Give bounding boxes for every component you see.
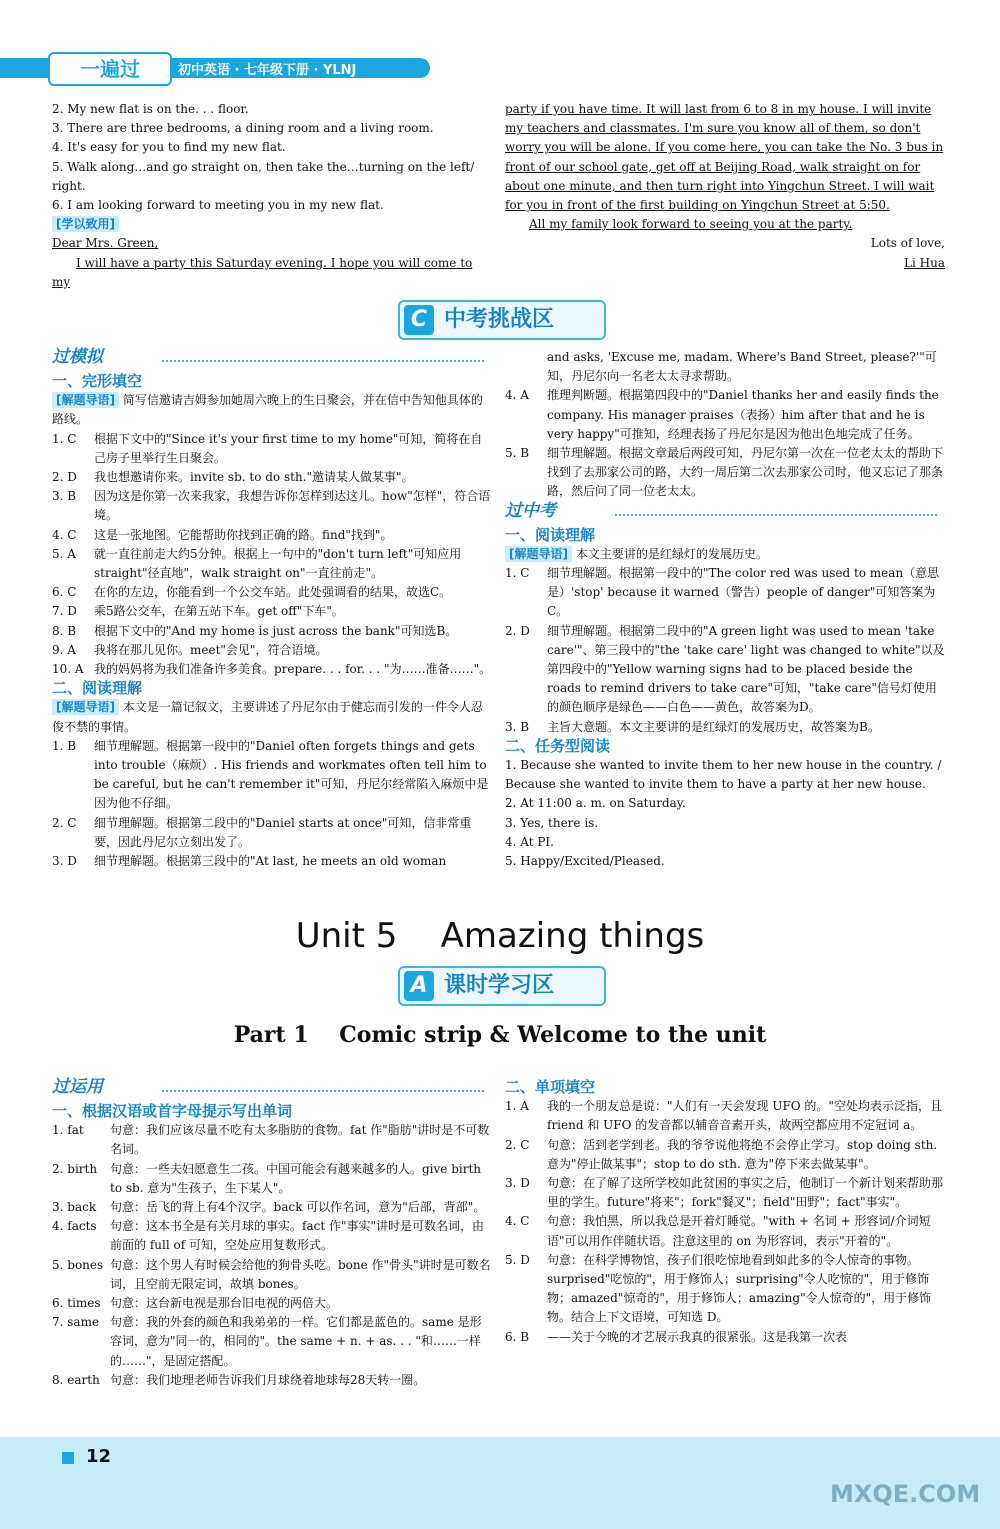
header-subtitle: 初中英语 · 七年级下册 · YLNJ (178, 63, 357, 78)
subsection-title: 二、单项填空 (505, 1078, 596, 1096)
bottom-right-column (505, 1078, 945, 1347)
subsection-title: 一、根据汉语或首字母提示写出单词 (52, 1102, 293, 1120)
top-right-column (505, 100, 945, 273)
page-number: 12 (86, 1446, 112, 1467)
bottom-left-column (52, 1078, 492, 1390)
middle-right-column (505, 348, 945, 871)
guide-text: 本文主要讲的是红绿灯的发展历史。 (575, 546, 768, 561)
list-item: 10. A 我的妈妈将为我们准备许多美食。prepare. . . for. . . "为……准备……"。 (52, 662, 492, 677)
list-item: 4. C 这是一张地图。它能帮助你找到正确的路。find"找到"。 (52, 527, 393, 542)
list-item: 3. B 主旨大意题。本文主要讲的是红绿灯的发展历史，故答案为B。 (505, 719, 880, 734)
letter-signature: Li Hua (904, 255, 945, 270)
list-item: 3. B 因为这是你第一次来我家，我想告诉你怎样到达这儿。how"怎样"，符合语境。 (52, 489, 491, 523)
list-item: 4. C 句意：我怕黑，所以我总是开着灯睡觉。"with + 名词 + 形容词/介词短语"可以用作伴随状语。注意这里的 on 为形容词，表示"开着的"。 (505, 1214, 931, 1248)
list-item: 2. D 我也想邀请你来。invite sb. to do sth."邀请某人做某事"。 (52, 470, 414, 485)
list-item: 1. C 细节理解题。根据第一段中的"The color red was used to mean（意思是）'stop' because it warned（警告）people of danger"可知答案为C。 (505, 566, 940, 619)
list-item: 1. B 细节理解题。根据第一段中的"Daniel often forgets things and gets into trouble（麻烦）. His friends and workmates often tell him to be careful, but he can't remember it"可知，丹尼尔经常陷入麻烦中是因为他不仔细。 (52, 738, 489, 811)
letter-body: party if you have time. It will last from 6 to 8 in my house. I will invite my teachers and classmates. I'm sure you know all of them, so don't worry you will be alone. If you come here, you can take the No. 3 bus in front of our school gate, get off at Beijing Road, walk straight on for about one minute, and then turn right into Yingchun Street. I will wait for you in front of the first building on Yingchun Street at 5:50. (505, 102, 944, 213)
section-title: 过中考 (505, 500, 556, 521)
banner-letter: C (404, 305, 434, 335)
list-item: 1. fat 句意：我们应该尽量不吃有太多脂肪的食物。fat 作"脂肪"讲时是不可数名词。 (52, 1123, 490, 1157)
list-item: 2. birth 句意：一些夫妇愿意生二孩。中国可能会有越来越多的人。give birth to sb. 意为"生孩子，生下某人"。 (52, 1161, 482, 1195)
brand-logo: 一遍过 (48, 52, 172, 86)
list-item: 2. C 细节理解题。根据第二段中的"Daniel starts at once"可知，信非常重要，因此丹尼尔立刻出发了。 (52, 815, 472, 849)
letter-closing: Lots of love, (870, 236, 945, 251)
answer-line: 3. Yes, there is. (505, 815, 599, 830)
list-item: 7. D 乘5路公交车，在第五站下车。get off"下车"。 (52, 604, 344, 619)
subsection-title: 二、阅读理解 (52, 679, 143, 698)
list-item: 5. D 句意：在科学博物馆，孩子们很吃惊地看到如此多的令人惊奇的事物。surprised"吃惊的"，用于修饰人；surprising"令人吃惊的"，用于修饰物；amazed"惊奇的"，用于修饰人；amazing"令人惊奇的"，用于修饰物。结合上下文语境，可知选 D。 (505, 1252, 932, 1325)
guide-text: 本文是一篇记叙文，主要讲述了丹尼尔由于健忘而引发的一件令人忍俊不禁的事情。 (52, 700, 483, 734)
section-banner-a (398, 966, 606, 1006)
part-title: Part 1 Comic strip & Welcome to the unit (233, 1022, 767, 1048)
subsection-title: 一、阅读理解 (505, 525, 596, 544)
list-item: 4. A 推理判断题。根据第四段中的"Daniel thanks her and easily finds the company. His manager praises（表扬）him after that and he is very happy"可推知，经理表扬了丹尼尔是因为他出色地完成了任务。 (505, 388, 939, 441)
banner-title: 中考挑战区 (444, 307, 555, 332)
list-item: 6. times 句意：这台新电视是那台旧电视的两倍大。 (52, 1296, 339, 1311)
subsection-title: 一、完形填空 (52, 372, 143, 390)
section-title: 过运用 (52, 1077, 103, 1097)
top-left-column (52, 100, 492, 292)
list-item: 2. C 句意：活到老学到老。我的爷爷说他将绝不会停止学习。stop doing sth. 意为"停止做某事"；stop to do sth. 意为"停下来去做某事"。 (505, 1137, 938, 1171)
guide-label: [解题导语] (52, 699, 119, 715)
list-item: 3. D 句意：在了解了这所学校如此贫困的事实之后，他制订一个新计划来帮助那里的学生。future"将来"；fork"餐叉"；field"田野"；fact"事实"。 (505, 1176, 944, 1210)
list-item: 8. earth 句意：我们地理老师告诉我们月球绕着地球每28天转一圈。 (52, 1372, 426, 1387)
list-item: 9. A 我将在那儿见你。meet"会见"，符合语境。 (52, 642, 328, 657)
list-item: 5. B 细节理解题。根据文章最后两段可知，丹尼尔第一次在一位老太太的帮助下找到了去那家公司的路，大约一周后第二次去那家公司时，他又忘记了那条路，然后问了同一位老太太。 (505, 446, 944, 499)
list-item: 3. D 细节理解题。根据第三段中的"At last, he meets an old woman (52, 854, 447, 869)
list-item: 7. same 句意：我的外套的颜色和我弟弟的一样。它们都是蓝色的。same 是形容词，意为"同一的，相同的"。the same + n. + as. . . "和……一样的……"，是固定搭配。 (52, 1315, 482, 1368)
list-item: 4. facts 句意：这本书全是有关月球的事实。fact 作"事实"讲时是可数名词，由前面的 full of 可知，空处应用复数形式。 (52, 1219, 484, 1253)
letter-body-start: I will have a party this Saturday evening. I hope you will come to my (52, 255, 473, 289)
list-item: 6. C 在你的左边，你能看到一个公交车站。此处强调看的结果，故选C。 (52, 585, 452, 600)
list-item: 1. A 我的一个朋友总是说："人们有一天会发现 UFO 的。"空处均表示泛指，且 friend 和 UFO 的发音都以辅音音素开头，故两空都应用不定冠词 a。 (505, 1099, 942, 1133)
guide-text: 简写信邀请吉姆参加她周六晚上的生日聚会，并在信中告知他具体的路线。 (52, 393, 483, 427)
answer-line: 4. It's easy for you to find my new flat. (52, 140, 286, 155)
answer-line: 3. There are three bedrooms, a dining room and a living room. (52, 121, 434, 136)
list-item: 3. back 句意：岳飞的背上有4个汉字。back 可以作名词，意为"后部，背部"。 (52, 1200, 486, 1215)
list-item: 5. A 就一直往前走大约5分钟。根据上一句中的"don't turn left"可知应用 straight"径直地"，walk straight on"一直往前走"。 (52, 546, 462, 581)
subsection-title: 二、任务型阅读 (505, 736, 611, 755)
answer-line: 1. Because she wanted to invite them to her new house in the country. / Because she wanted to invite them to have a party at her new house. (505, 758, 942, 792)
unit-title: Unit 5 Amazing things (295, 916, 705, 956)
section-banner-c (398, 300, 606, 340)
watermark: MXQE.COM (830, 1480, 981, 1508)
apply-label: [学以致用] (52, 216, 119, 232)
middle-left-column (52, 348, 492, 871)
list-item: 6. B ——关于今晚的才艺展示我真的很紧张。这是我第一次表 (505, 1329, 848, 1344)
page-header (0, 50, 430, 84)
continued-text: and asks, 'Excuse me, madam. Where's Band Street, please?'"可知，丹尼尔向一名老太太寻求帮助。 (547, 350, 937, 384)
answer-line: 2. My new flat is on the. . . floor. (52, 102, 249, 116)
section-title: 过模拟 (52, 347, 103, 367)
answer-line: 5. Happy/Excited/Pleased. (505, 854, 665, 869)
answer-line: 6. I am looking forward to meeting you in my new flat. (52, 198, 384, 213)
letter-body-end: All my family look forward to seeing you at the party. (529, 217, 853, 232)
letter-greeting: Dear Mrs. Green, (52, 236, 159, 251)
guide-label: [解题导语] (505, 546, 572, 562)
page-marker-icon (62, 1452, 74, 1464)
answer-line: 5. Walk along…and go straight on, then take the…turning on the left/ right. (52, 159, 475, 193)
list-item: 5. bones 句意：这个男人有时候会给他的狗骨头吃。bone 作"骨头"讲时是可数名词，且空前无限定词，故填 bones。 (52, 1257, 491, 1291)
answer-line: 4. At PI. (505, 834, 554, 849)
list-item: 8. B 根据下文中的"And my home is just across the bank"可知选B。 (52, 623, 458, 638)
list-item: 2. D 细节理解题。根据第二段中的"A green light was used to mean 'take care'"、第三段中的"the 'take care' light was changed to white"以及第四段中的"Yellow warning signs had to be placed beside the roads to remind drivers to take care"可知，"take care"信号灯使用的颜色顺序是绿色——白色——黄色，故答案为D。 (505, 623, 945, 715)
answer-line: 2. At 11:00 a. m. on Saturday. (505, 796, 686, 811)
banner-title: 课时学习区 (444, 973, 555, 998)
list-item: 1. C 根据下文中的"Since it's your first time to my home"可知，简将在自己房子里举行生日聚会。 (52, 431, 483, 465)
guide-label: [解题导语] (52, 392, 119, 408)
banner-letter: A (404, 971, 434, 1001)
